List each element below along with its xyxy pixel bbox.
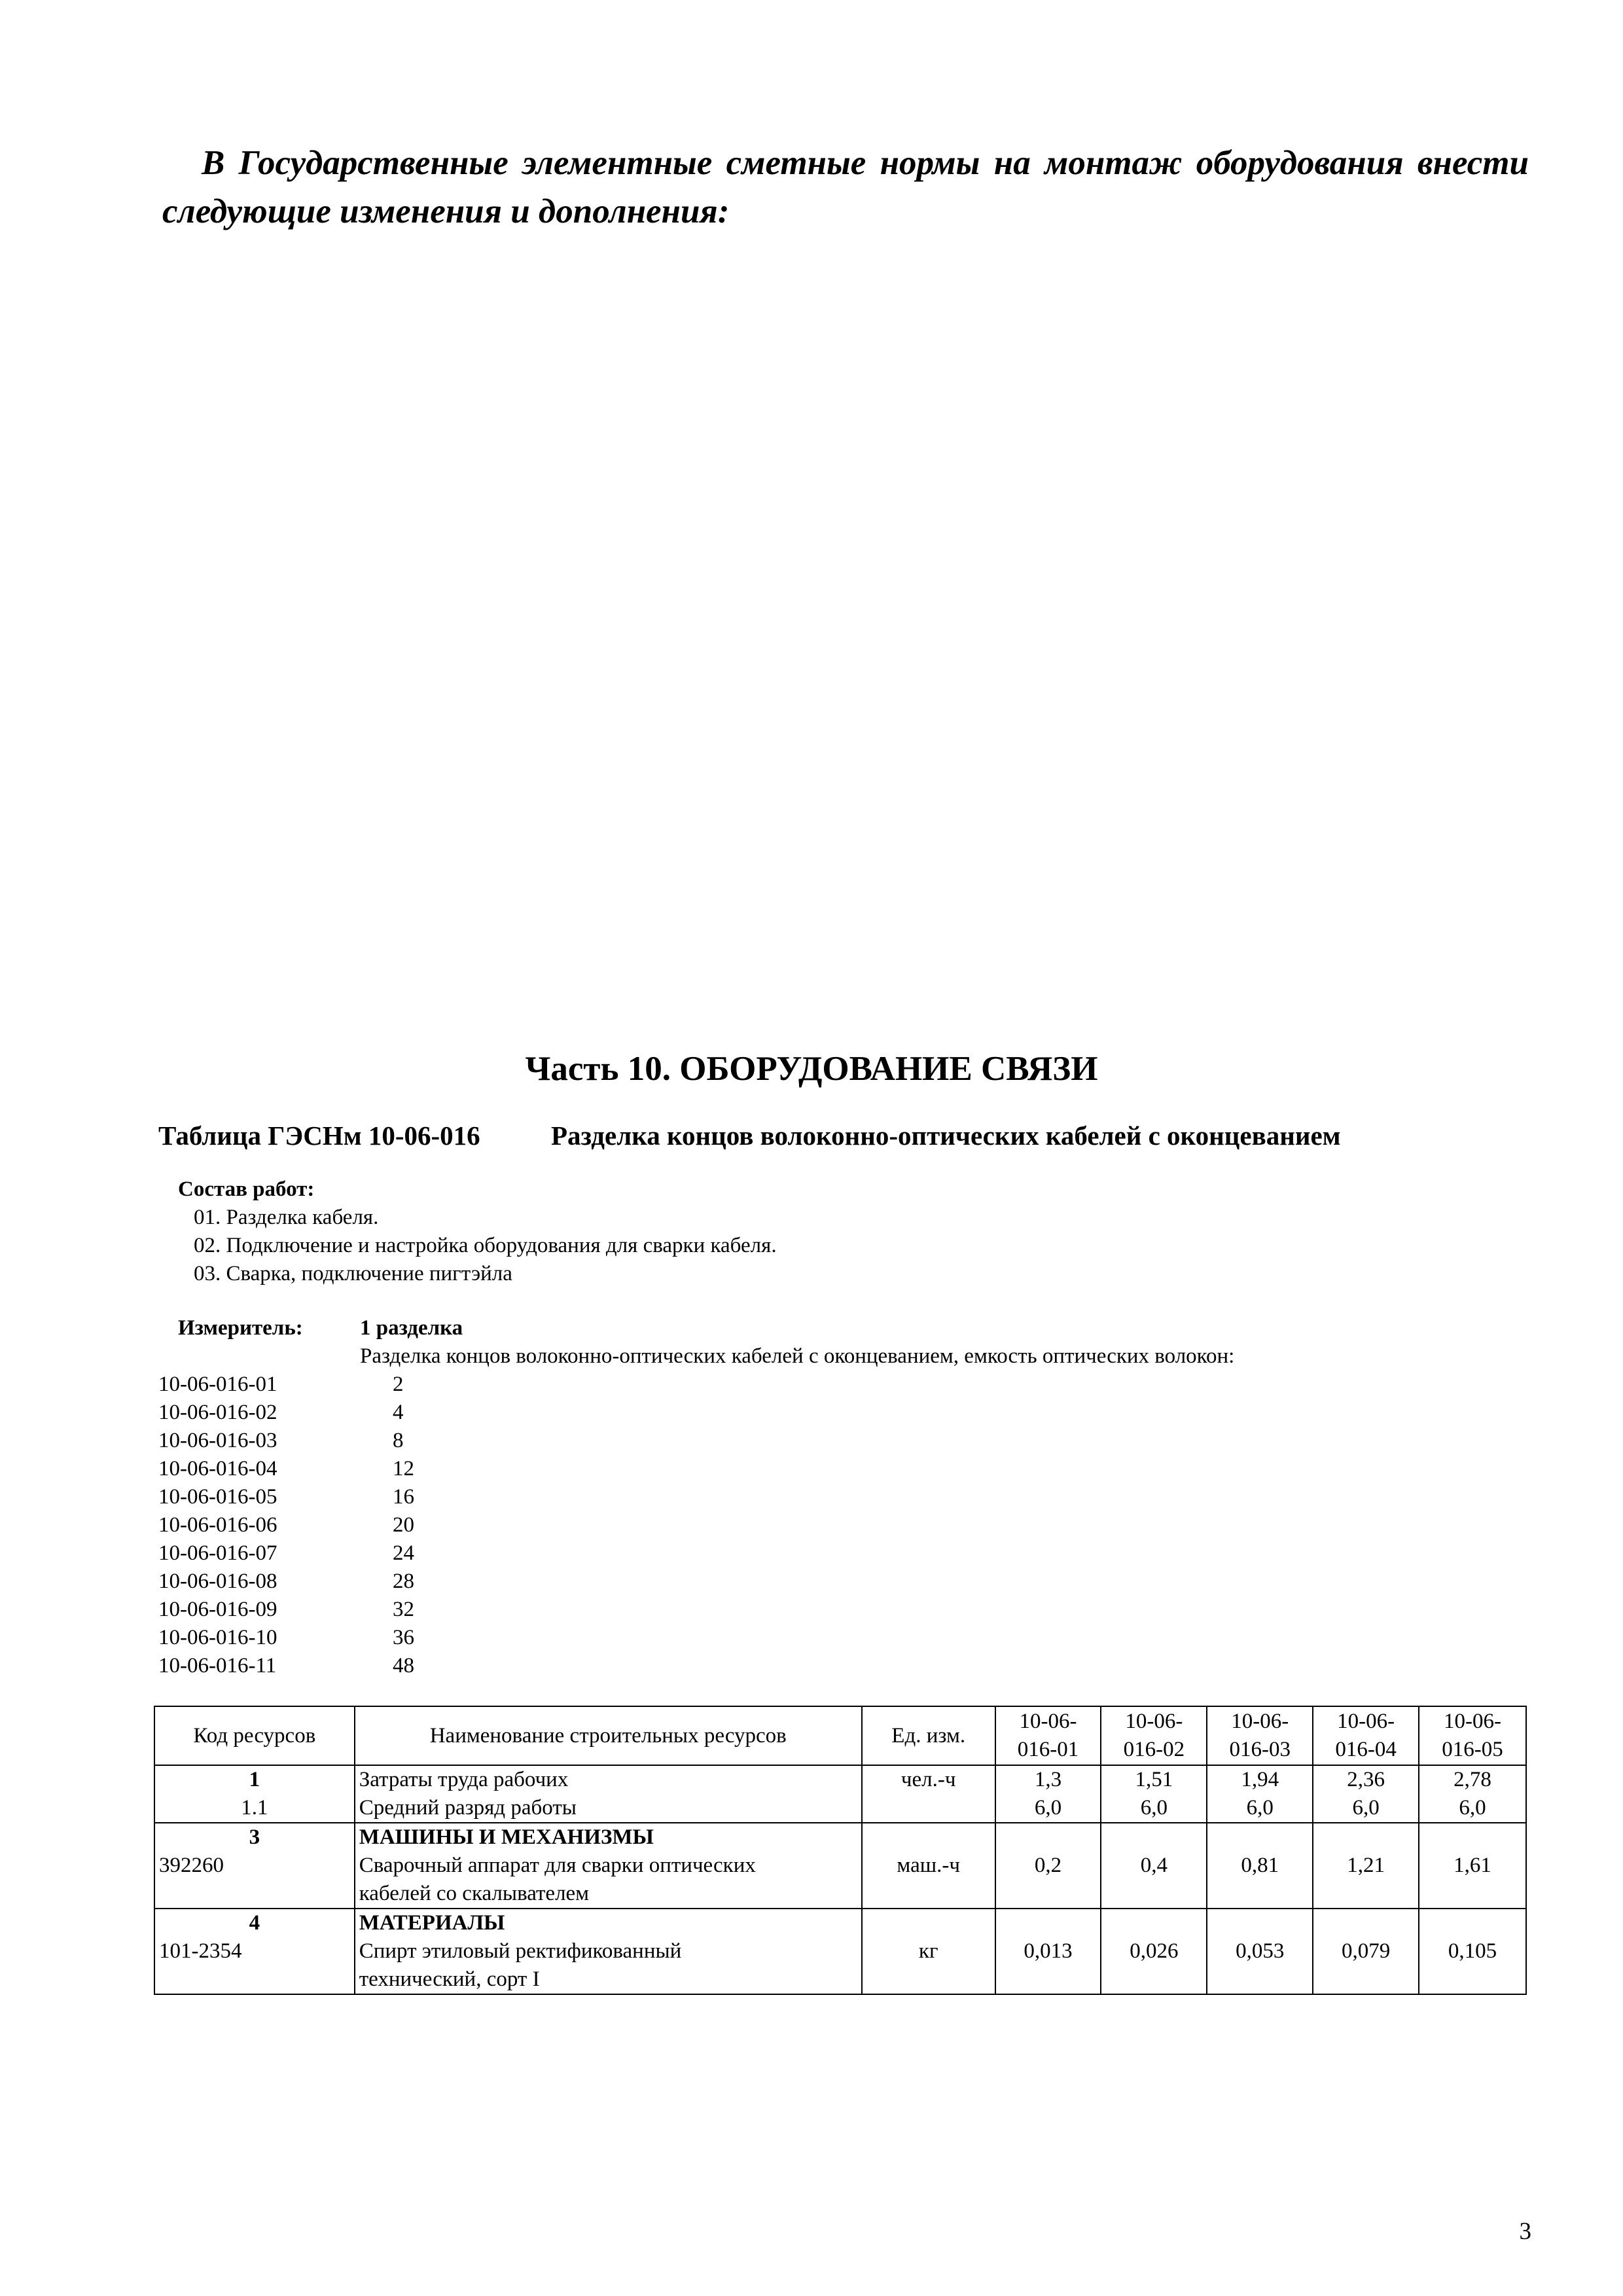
norm-code: 10-06-016-04 — [158, 1457, 277, 1480]
measure-description: Разделка концов волоконно-оптических кабелей с оконцеванием, емкость оптических волокон: — [360, 1344, 1235, 1368]
resource-value: 0,105 — [1419, 1909, 1526, 1994]
norm-value: 16 — [393, 1485, 414, 1509]
resource-unit: маш.-ч — [862, 1823, 995, 1909]
norm-row — [158, 1371, 1598, 1399]
table-code: Таблица ГЭСНм 10-06-016 — [158, 1121, 480, 1151]
resource-value: 0,053 — [1207, 1909, 1313, 1994]
resource-name: МАТЕРИАЛЫ Спирт этиловый ректификованный технический, сорт I — [355, 1909, 862, 1994]
norm-row — [158, 1539, 1598, 1568]
table-row-materials — [154, 1909, 1526, 1994]
norm-value: 8 — [393, 1429, 404, 1452]
table-title: Разделка концов волоконно-оптических кабелей с оконцеванием — [551, 1121, 1341, 1151]
table-row-machines — [154, 1823, 1526, 1909]
resource-value: 2,36 6,0 — [1313, 1765, 1419, 1823]
resource-value: 0,4 — [1101, 1823, 1207, 1909]
measure-label: Измеритель: — [178, 1316, 303, 1340]
norm-row — [158, 1652, 1598, 1680]
resource-code: 1 1.1 — [154, 1765, 355, 1823]
resource-value: 1,61 — [1419, 1823, 1526, 1909]
page-number: 3 — [1519, 2218, 1531, 2245]
table-row-labor — [154, 1765, 1526, 1823]
norm-code: 10-06-016-02 — [158, 1401, 277, 1424]
norm-value: 20 — [393, 1513, 414, 1537]
header-col: 10-06- 016-03 — [1207, 1706, 1313, 1765]
work-item: 01. Разделка кабеля. — [194, 1206, 379, 1229]
norm-row — [158, 1455, 1598, 1483]
norm-row — [158, 1596, 1598, 1624]
norm-code: 10-06-016-01 — [158, 1372, 277, 1396]
norm-value: 2 — [393, 1372, 404, 1396]
resource-code: 3 392260 — [154, 1823, 355, 1909]
norm-code: 10-06-016-05 — [158, 1485, 277, 1509]
resource-value: 0,079 — [1313, 1909, 1419, 1994]
norm-row — [158, 1399, 1598, 1427]
norm-row — [158, 1483, 1598, 1511]
resource-value: 0,81 — [1207, 1823, 1313, 1909]
header-col: 10-06- 016-02 — [1101, 1706, 1207, 1765]
norm-code: 10-06-016-11 — [158, 1654, 277, 1677]
resource-value: 1,94 6,0 — [1207, 1765, 1313, 1823]
measure-unit: 1 разделка — [360, 1316, 463, 1340]
resource-value: 2,78 6,0 — [1419, 1765, 1526, 1823]
norm-value: 28 — [393, 1570, 414, 1593]
norm-value: 4 — [393, 1401, 404, 1424]
resource-unit: кг — [862, 1909, 995, 1994]
resource-value: 0,026 — [1101, 1909, 1207, 1994]
resource-value: 1,21 — [1313, 1823, 1419, 1909]
resources-table — [154, 1706, 1527, 1995]
resource-unit: чел.-ч — [862, 1765, 995, 1823]
header-code: Код ресурсов — [154, 1706, 355, 1765]
norm-value: 48 — [393, 1654, 414, 1677]
norm-code: 10-06-016-03 — [158, 1429, 277, 1452]
table-header-row — [154, 1706, 1526, 1765]
header-col: 10-06- 016-05 — [1419, 1706, 1526, 1765]
norm-code: 10-06-016-06 — [158, 1513, 277, 1537]
work-item: 02. Подключение и настройка оборудования для сварки кабеля. — [194, 1234, 777, 1257]
table-heading — [158, 1118, 1598, 1153]
intro-paragraph: В Государственные элементные сметные нормы на монтаж оборудования внести следующие изменения и дополнения: — [162, 144, 1529, 230]
norm-code: 10-06-016-10 — [158, 1626, 277, 1649]
resource-value: 1,3 6,0 — [995, 1765, 1101, 1823]
resource-value: 1,51 6,0 — [1101, 1765, 1207, 1823]
norm-value: 36 — [393, 1626, 414, 1649]
norm-code: 10-06-016-09 — [158, 1598, 277, 1621]
header-unit: Ед. изм. — [862, 1706, 995, 1765]
norm-value: 12 — [393, 1457, 414, 1480]
header-name: Наименование строительных ресурсов — [355, 1706, 862, 1765]
norm-row — [158, 1427, 1598, 1455]
header-col: 10-06- 016-01 — [995, 1706, 1101, 1765]
resource-value: 0,013 — [995, 1909, 1101, 1994]
resource-name: МАШИНЫ И МЕХАНИЗМЫ Сварочный аппарат для сварки оптических кабелей со скалывателем — [355, 1823, 862, 1909]
norm-code: 10-06-016-08 — [158, 1570, 277, 1593]
norm-row — [158, 1568, 1598, 1596]
norm-code: 10-06-016-07 — [158, 1541, 277, 1565]
resource-name: Затраты труда рабочих Средний разряд работы — [355, 1765, 862, 1823]
norm-value: 24 — [393, 1541, 414, 1565]
work-composition-title: Состав работ: — [178, 1177, 315, 1201]
work-item: 03. Сварка, подключение пигтэйла — [194, 1262, 512, 1285]
resource-value: 0,2 — [995, 1823, 1101, 1909]
norm-row — [158, 1511, 1598, 1539]
resource-code: 4 101-2354 — [154, 1909, 355, 1994]
norm-value: 32 — [393, 1598, 414, 1621]
header-col: 10-06- 016-04 — [1313, 1706, 1419, 1765]
norm-row — [158, 1624, 1598, 1652]
part-title: Часть 10. ОБОРУДОВАНИЕ СВЯЗИ — [525, 1050, 1098, 1088]
measure-block — [158, 1314, 1598, 1680]
work-composition — [178, 1175, 777, 1288]
